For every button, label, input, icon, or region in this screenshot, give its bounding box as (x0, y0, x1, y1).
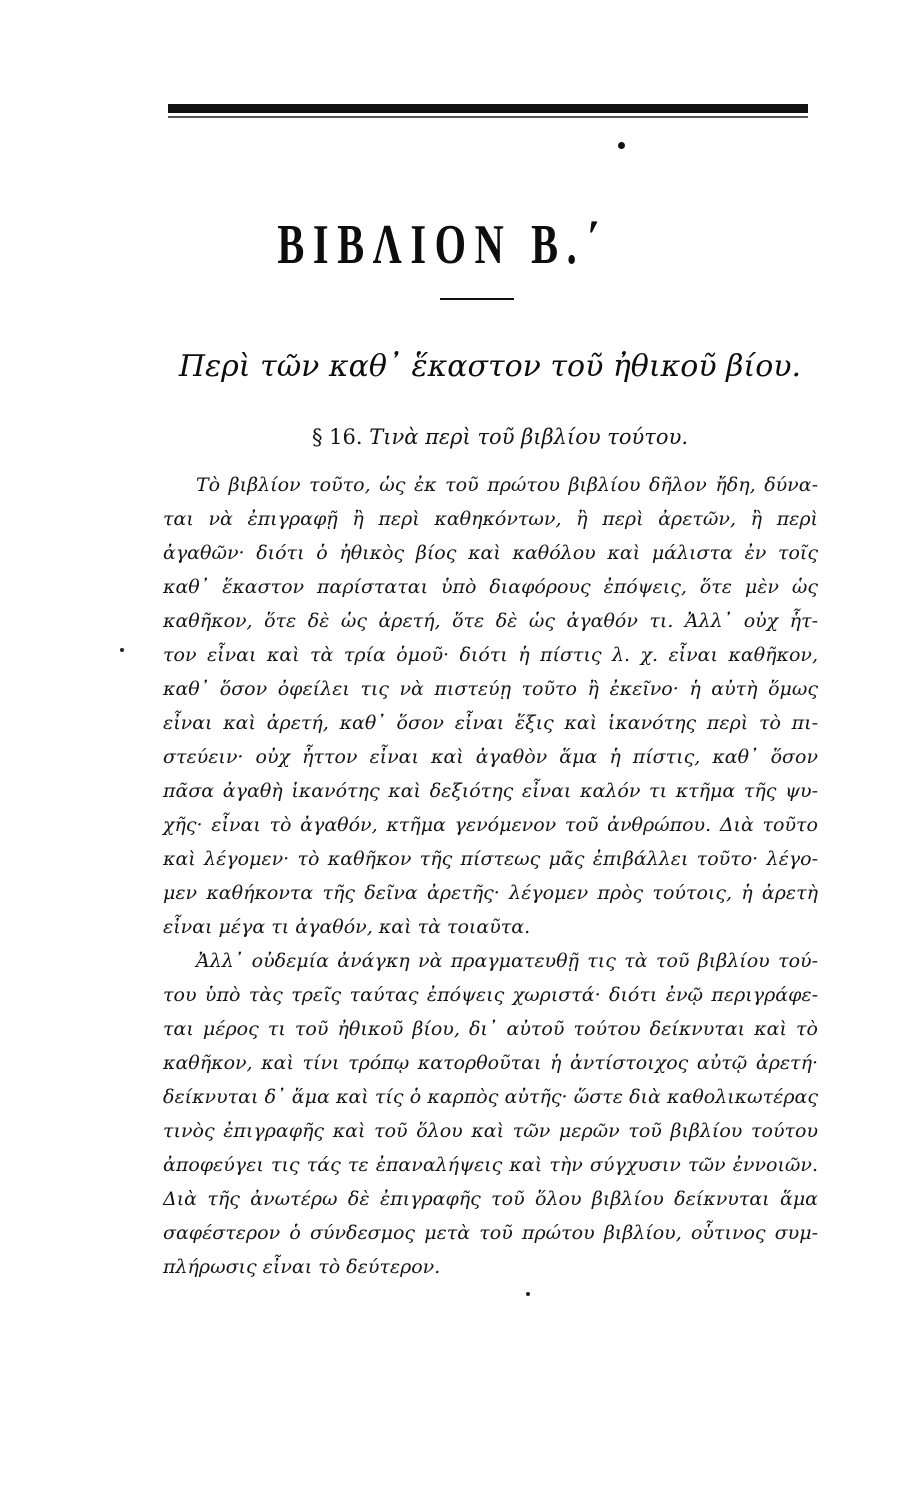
text-line: ται νὰ ἐπιγραφῇ ἢ περὶ καθηκόντων, ἢ περὶ ἀρετῶν, ἢ περὶ (163, 508, 818, 530)
text-line: εἶναι μέγα τι ἀγαθόν, καὶ τὰ τοιαῦτα. (163, 916, 531, 938)
text-line: καθ᾽ ἕκαστον παρίσταται ὑπὸ διαφόρους ἐπόψεις, ὅτε μὲν ὡς (163, 576, 818, 598)
text-line: ται μέρος τι τοῦ ἠθικοῦ βίου, δι᾽ αὐτοῦ τούτου δείκνυται καὶ τὸ (163, 1018, 818, 1040)
text-line: πλήρωσις εἶναι τὸ δεύτερον. (163, 1256, 441, 1278)
text-line: ἀγαθῶν· διότι ὁ ἠθικὸς βίος καὶ καθόλου καὶ μάλιστα ἐν τοῖς (163, 542, 818, 564)
text-line: καθῆκον, καὶ τίνι τρόπῳ κατορθοῦται ἡ ἀντίστοιχος αὐτῷ ἀρετή· (163, 1052, 818, 1074)
text-line: στεύειν· οὐχ ἧττον εἶναι καὶ ἀγαθὸν ἅμα ἡ πίστις, καθ᾽ ὅσον (163, 746, 818, 768)
header-rule-thick (168, 104, 808, 113)
book-title: ΒΙΒΛΙΟΝ Β.΄ (277, 214, 608, 276)
text-line: δείκνυται δ᾽ ἅμα καὶ τίς ὁ καρπὸς αὐτῆς· ὥστε διὰ καθολικωτέρας (163, 1086, 818, 1108)
text-line: χῆς· εἶναι τὸ ἀγαθόν, κτῆμα γενόμενον τοῦ ἀνθρώπου. Διὰ τοῦτο (163, 814, 818, 836)
text-line: Διὰ τῆς ἀνωτέρω δὲ ἐπιγραφῆς τοῦ ὅλου βιβλίου δείκνυται ἅμα (163, 1188, 818, 1210)
text-line: μεν καθήκοντα τῆς δεῖνα ἀρετῆς· λέγομεν πρὸς τούτοις, ἡ ἀρετὴ (163, 882, 818, 904)
text-line: καθ᾽ ὅσον ὀφείλει τις νὰ πιστεύῃ τοῦτο ἢ ἐκεῖνο· ἡ αὐτὴ ὅμως (163, 678, 818, 700)
text-line: καὶ λέγομεν· τὸ καθῆκον τῆς πίστεως μᾶς ἐπιβάλλει τοῦτο· λέγο- (163, 848, 818, 870)
section-number: § 16. (311, 425, 363, 449)
chapter-title: Περὶ τῶν καθ᾽ ἕκαστον τοῦ ἠθικοῦ βίου. (178, 349, 802, 384)
text-line: του ὑπὸ τὰς τρεῖς ταύτας ἐπόψεις χωριστά· διότι ἐνῷ περιγράφε- (163, 984, 818, 1006)
text-line: πᾶσα ἀγαθὴ ἱκανότης καὶ δεξιότης εἶναι καλόν τι κτῆμα τῆς ψυ- (163, 780, 818, 802)
ink-speck (120, 648, 124, 652)
text-line: εἶναι καὶ ἀρετή, καθ᾽ ὅσον εἶναι ἕξις καὶ ἱκανότης περὶ τὸ πι- (163, 712, 818, 734)
text-line: σαφέστερον ὁ σύνδεσμος μετὰ τοῦ πρώτου βιβλίου, οὗτινος συμ- (163, 1222, 818, 1244)
section-heading (150, 422, 850, 452)
ink-dot (618, 142, 625, 149)
title-underline (440, 298, 514, 300)
text-line: Τὸ βιβλίον τοῦτο, ὡς ἐκ τοῦ πρώτου βιβλίου δῆλον ἤδη, δύνα- (196, 474, 818, 496)
text-line: τον εἶναι καὶ τὰ τρία ὁμοῦ· διότι ἡ πίστις λ. χ. εἶναι καθῆκον, (163, 644, 818, 666)
text-line: καθῆκον, ὅτε δὲ ὡς ἀρετή, ὅτε δὲ ὡς ἀγαθόν τι. Ἀλλ᾽ οὐχ ἧτ- (163, 610, 818, 632)
section-title: Τινὰ περὶ τοῦ βιβλίου τούτου. (369, 425, 689, 449)
header-rule-thin (168, 116, 808, 118)
text-line: Ἀλλ᾽ οὐδεμία ἀνάγκη νὰ πραγματευθῇ τις τὰ τοῦ βιβλίου τού- (196, 950, 818, 972)
text-line: τινὸς ἐπιγραφῆς καὶ τοῦ ὅλου καὶ τῶν μερῶν τοῦ βιβλίου τούτου (163, 1120, 818, 1142)
ink-speck (526, 1292, 530, 1296)
text-line: ἀποφεύγει τις τάς τε ἐπαναλήψεις καὶ τὴν σύγχυσιν τῶν ἐννοιῶν. (163, 1154, 818, 1176)
